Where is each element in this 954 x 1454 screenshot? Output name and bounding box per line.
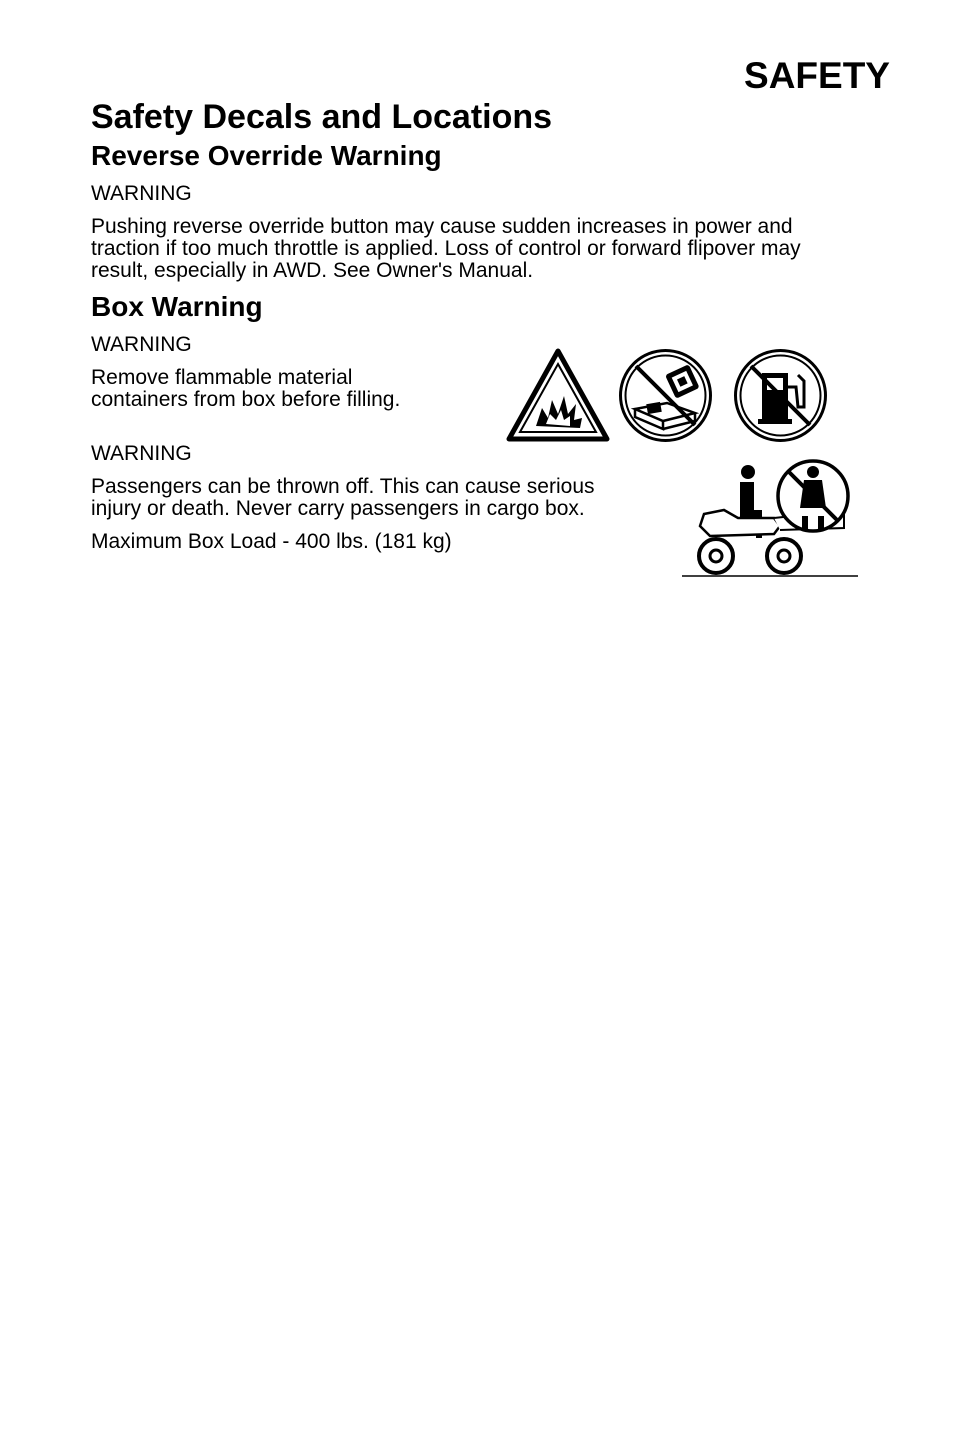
- max-box-load: Maximum Box Load - 400 lbs. (181 kg): [91, 530, 452, 553]
- passenger-warning-text: [91, 476, 595, 520]
- explosion-warning-icon: [506, 348, 610, 442]
- reverse-override-line: traction if too much throttle is applied. Loss of control or forward flipover may: [91, 237, 801, 260]
- no-passenger-in-cargo-box-icon: [680, 456, 860, 578]
- reverse-override-warning-label: WARNING: [91, 182, 192, 205]
- flammable-warning-line: Remove flammable material: [91, 366, 353, 389]
- reverse-override-line: result, especially in AWD. See Owner's Manual.: [91, 259, 534, 282]
- no-fuel-can-in-box-icon: [617, 347, 714, 444]
- no-fuel-pump-icon: [732, 347, 829, 444]
- flammable-warning-line: containers from box before filling.: [91, 388, 401, 411]
- flammable-warning-label: WARNING: [91, 333, 192, 356]
- box-warning-heading: Box Warning: [91, 291, 263, 322]
- reverse-override-heading: Reverse Override Warning: [91, 140, 442, 171]
- reverse-override-line: Pushing reverse override button may cause sudden increases in power and: [91, 215, 793, 238]
- passenger-warning-line: Passengers can be thrown off. This can cause serious: [91, 475, 595, 498]
- passenger-warning-line: injury or death. Never carry passengers in cargo box.: [91, 497, 585, 520]
- reverse-override-text: [91, 216, 911, 282]
- flammable-warning-text: [91, 367, 400, 411]
- page-title: Safety Decals and Locations: [91, 98, 553, 136]
- section-header: SAFETY: [744, 55, 890, 96]
- passenger-warning-label: WARNING: [91, 442, 192, 465]
